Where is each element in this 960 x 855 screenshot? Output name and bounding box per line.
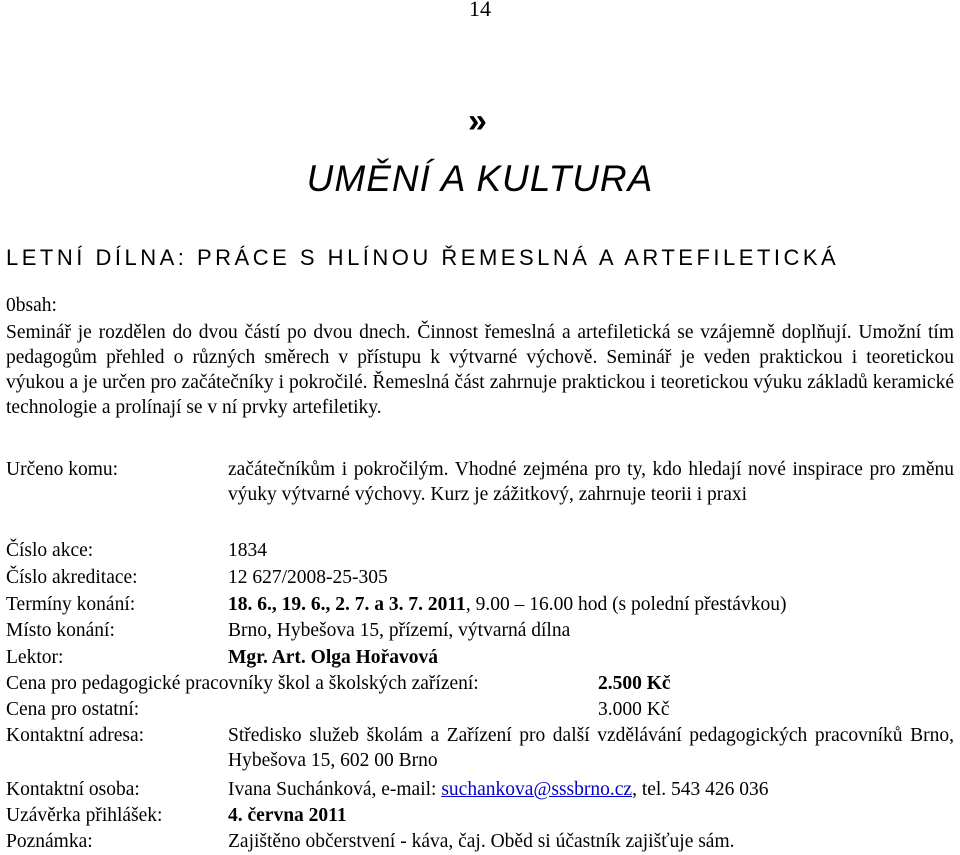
contact-person-name: Ivana Suchánková, e-mail: [228,779,442,800]
dates-days: 18. 6., 19. 6., 2. 7. a 3. 7. 2011 [228,594,466,615]
lecturer-label: Lektor: [6,647,64,668]
dates-value [228,592,954,617]
contact-person-label: Kontaktní osoba: [6,779,140,800]
accreditation-value: 12 627/2008-25-305 [228,567,388,588]
section-marker-icon: » [468,102,487,140]
contact-person-value [228,777,954,802]
note-label: Poznámka: [6,831,93,852]
contact-address-value: Středisko služeb školám a Zařízení pro další vzdělávání pedagogických pracovníků Brno, Hybešova 15, 602 00 Brno [228,725,954,771]
section-title: UMĚNÍ A KULTURA [306,158,654,199]
note-value: Zajištěno občerstvení - káva, čaj. Oběd si účastník zajišťuje sám. [228,831,735,852]
dates-time: , 9.00 – 16.00 hod (s polední přestávkou) [465,594,787,615]
email-link[interactable]: suchankova@sssbrno.cz [441,779,633,800]
price-teachers-label: Cena pro pedagogické pracovníky škol a školských zařízení: [6,673,479,694]
intended-value: začátečníkům i pokročilým. Vhodné zejména pro ty, kdo hledají nové inspirace pro změnu výuky výtvarné výchovy. Kurz je zážitkový, zahrnuje teorii i praxi [228,459,954,505]
action-no-value: 1834 [228,540,267,561]
venue-value: Brno, Hybešova 15, přízemí, výtvarná dílna [228,620,571,641]
deadline-label: Uzávěrka přihlášek: [6,805,163,826]
intended-label: Určeno komu: [6,459,119,480]
contact-address-label: Kontaktní adresa: [6,725,145,746]
page-number: 14 [469,0,491,21]
accreditation-label: Číslo akreditace: [6,567,138,588]
deadline-value: 4. června 2011 [228,805,347,826]
price-others-value: 3.000 Kč [598,699,670,720]
venue-label: Místo konání: [6,620,115,641]
course-description: Seminář je rozdělen do dvou částí po dvou dnech. Činnost řemeslná a artefiletická se vzájemně doplňují. Umožní tím pedagogům přehled o různých směrech v přístupu k výtvarné výchově. Seminář je veden praktickou i teoretickou výukou a je určen pro začátečníky i pokročilé. Řemeslná část zahrnuje praktickou i teoretickou výuku základů keramické technologie a prolínají se v ní prvky artefiletiky. [6,322,954,418]
price-others-label: Cena pro ostatní: [6,699,140,720]
dates-label: Termíny konání: [6,594,136,615]
course-title: LETNÍ DÍLNA: PRÁCE S HLÍNOU ŘEMESLNÁ A ARTEFILETICKÁ [6,245,840,270]
action-no-label: Číslo akce: [6,540,94,561]
lecturer-value: Mgr. Art. Olga Hořavová [228,647,438,668]
contents-label: 0bsah: [6,295,57,316]
contact-person-phone: , tel. 543 426 036 [632,779,769,800]
price-teachers-value: 2.500 Kč [598,673,671,694]
